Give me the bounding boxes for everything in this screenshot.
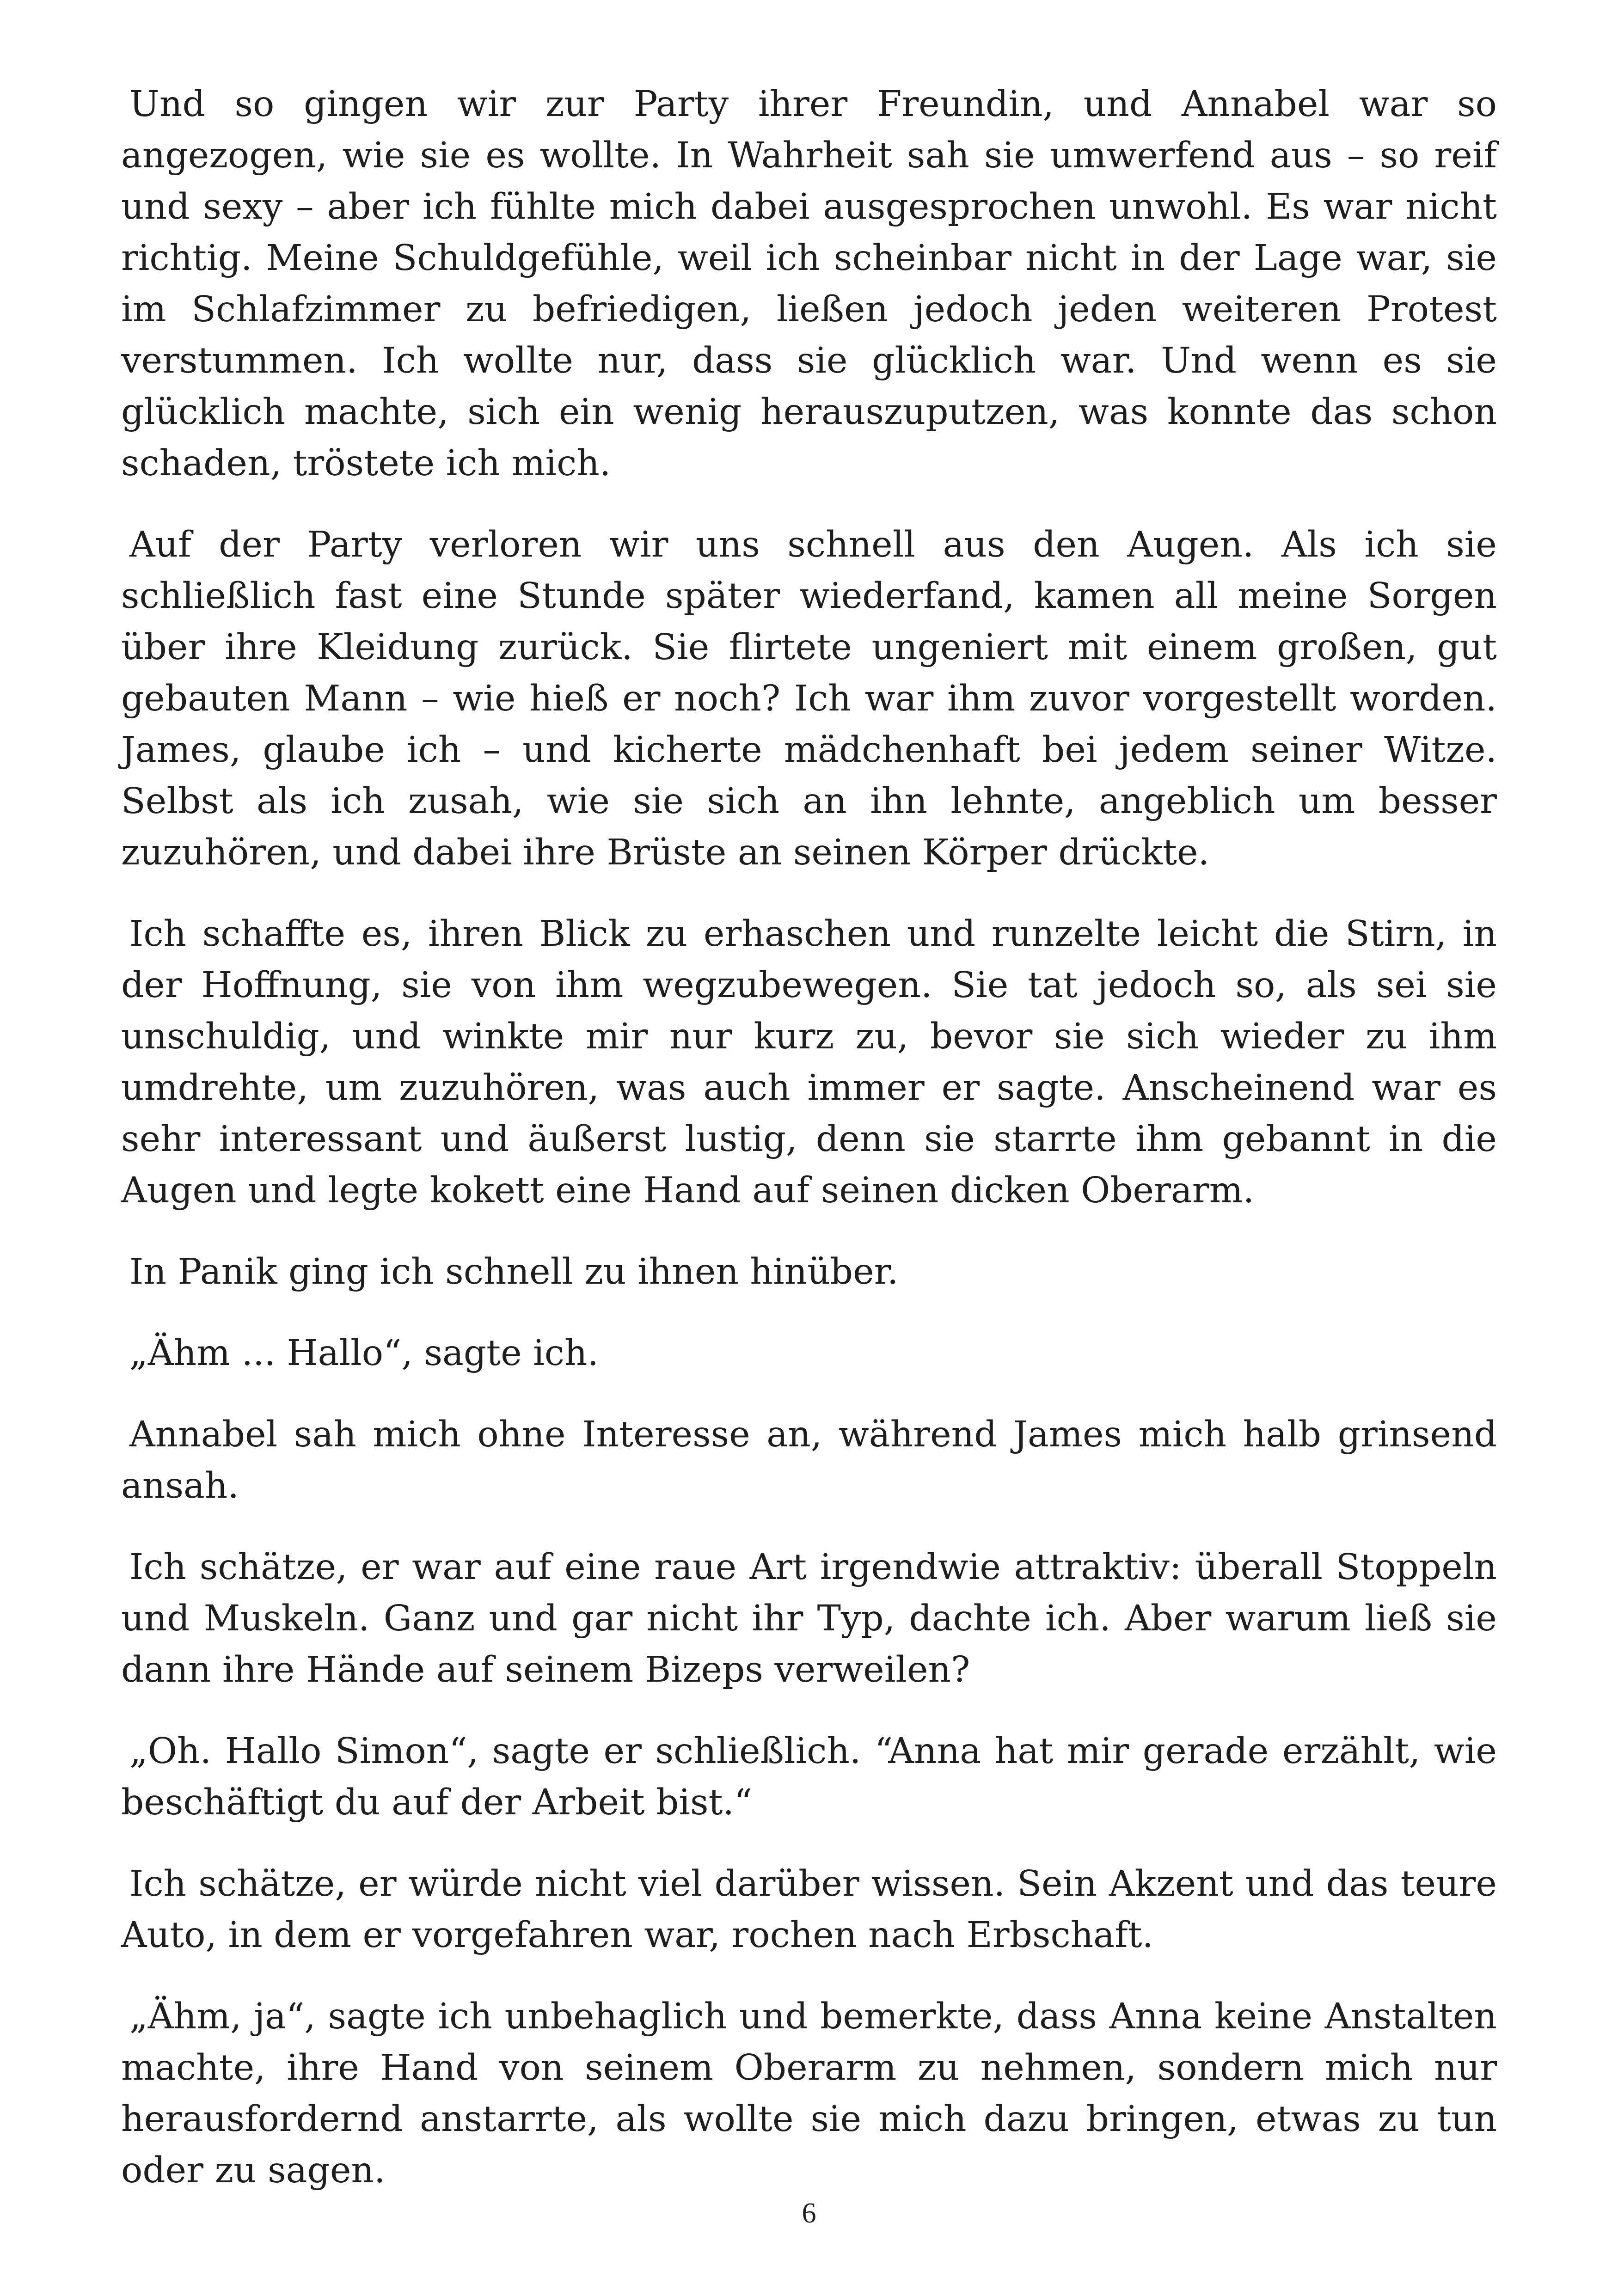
paragraph: In Panik ging ich schnell zu ihnen hinüber. (129, 1251, 899, 1292)
page-number: 6 (802, 2198, 816, 2229)
paragraph: „Ähm ... Hallo“, sagte ich. (129, 1333, 599, 1374)
paragraph: Ich schaffte es, ihren Blick zu erhaschen und runzelte leicht die Stirn, in der Hoffnung, sie von ihm wegzubewegen. Sie tat jedoch so, als sei sie unschuldig, und winkte mir nur kurz zu, bevor sie sich wieder zu ihm umdrehte, um zuzuhören, was auch immer er sagte. Anscheinend war es sehr interessant und äußerst lustig, denn sie starrte ihm gebannt in die Augen und legte kokett eine Hand auf seinen dicken Oberarm. (121, 913, 1497, 1211)
paragraph: Ich schätze, er würde nicht viel darüber wissen. Sein Akzent und das teure Auto, in dem er vorgefahren war, rochen nach Erbschaft. (121, 1863, 1497, 1956)
paragraph: Annabel sah mich ohne Interesse an, während James mich halb grinsend ansah. (121, 1414, 1497, 1506)
paragraph: Ich schätze, er war auf eine raue Art irgendwie attraktiv: überall Stoppeln und Muskeln. Ganz und gar nicht ihr Typ, dachte ich. Aber warum ließ sie dann ihre Hände auf seinem Bizeps verweilen? (121, 1547, 1497, 1690)
page-body (121, 79, 1497, 2226)
paragraph: Auf der Party verloren wir uns schnell aus den Augen. Als ich sie schließlich fast eine Stunde später wiederfand, kamen all meine Sorgen über ihre Kleidung zurück. Sie flirtete ungeniert mit einem großen, gut gebauten Mann – wie hieß er noch? Ich war ihm zuvor vorgestellt worden. James, glaube ich – und kicherte mädchenhaft bei jedem seiner Witze. Selbst als ich zusah, wie sie sich an ihn lehnte, angeblich um besser zuzuhören, und dabei ihre Brüste an seinen Körper drückte. (121, 524, 1497, 873)
paragraph: Und so gingen wir zur Party ihrer Freundin, und Annabel war so angezogen, wie sie es wollte. In Wahrheit sah sie umwerfend aus – so reif und sexy – aber ich fühlte mich dabei ausgesprochen unwohl. Es war nicht richtig. Meine Schuldgefühle, weil ich scheinbar nicht in der Lage war, sie im Schlafzimmer zu befriedigen, ließen jedoch jeden weiteren Protest verstummen. Ich wollte nur, dass sie glücklich war. Und wenn es sie glücklich machte, sich ein wenig herauszuputzen, was konnte das schon schaden, tröstete ich mich. (121, 84, 1497, 484)
paragraph: „Oh. Hallo Simon“, sagte er schließlich. “Anna hat mir gerade erzählt, wie beschäftigt du auf der Arbeit bist.“ (121, 1731, 1497, 1823)
paragraph: „Ähm, ja“, sagte ich unbehaglich und bemerkte, dass Anna keine Anstalten machte, ihre Hand von seinem Oberarm zu nehmen, sondern mich nur herausfordernd anstarrte, als wollte sie mich dazu bringen, etwas zu tun oder zu sagen. (121, 1996, 1497, 2191)
